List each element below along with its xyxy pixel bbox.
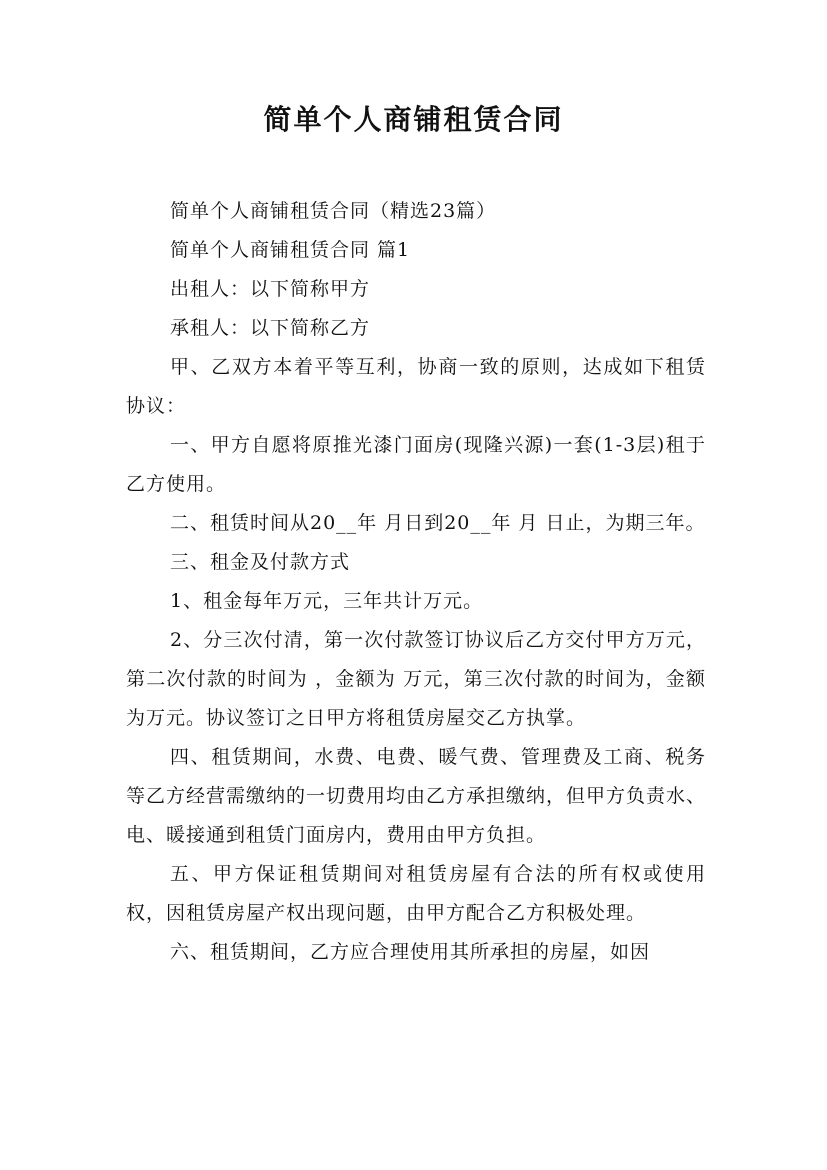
paragraph-clause-5: 五、甲方保证租赁期间对租赁房屋有合法的所有权或使用权，因租赁房屋产权出现问题，由甲方配合乙方积极处理。 xyxy=(126,863,706,924)
paragraph-preamble: 甲、乙双方本着平等互利，协商一致的原则，达成如下租赁协议： xyxy=(126,356,706,417)
paragraph-clause-3-2: 2、分三次付清，第一次付款签订协议后乙方交付甲方万元，第二次付款的时间为 ，金额为 万元，第三次付款的时间为，金额为万元。协议签订之日甲方将租赁房屋交乙方执掌。 xyxy=(126,629,706,729)
paragraph-clause-1: 一、甲方自愿将原推光漆门面房(现隆兴源)一套(1-3层)租于乙方使用。 xyxy=(126,434,706,495)
paragraph-lessee: 承租人：以下简称乙方 xyxy=(170,317,371,339)
paragraph-section-heading: 简单个人商铺租赁合同 篇1 xyxy=(170,239,411,261)
paragraph-clause-4: 四、租赁期间，水费、电费、暖气费、管理费及工商、税务等乙方经营需缴纳的一切费用均由乙方承担缴纳，但甲方负责水、电、暖接通到租赁门面房内，费用由甲方负担。 xyxy=(126,746,707,846)
document-body xyxy=(126,192,706,972)
paragraph-lessor: 出租人：以下简称甲方 xyxy=(170,278,371,300)
paragraph-clause-3-heading: 三、租金及付款方式 xyxy=(170,551,351,573)
paragraph-subtitle: 简单个人商铺租赁合同（精选23篇） xyxy=(170,200,497,222)
paragraph-clause-3-1: 1、租金每年万元，三年共计万元。 xyxy=(170,590,484,612)
paragraph-clause-2: 二、租赁时间从20__年 月日到20__年 月 日止，为期三年。 xyxy=(170,512,706,534)
paragraph-clause-6: 六、租赁期间，乙方应合理使用其所承担的房屋，如因 xyxy=(170,941,651,963)
document-title: 简单个人商铺租赁合同 xyxy=(263,103,564,136)
